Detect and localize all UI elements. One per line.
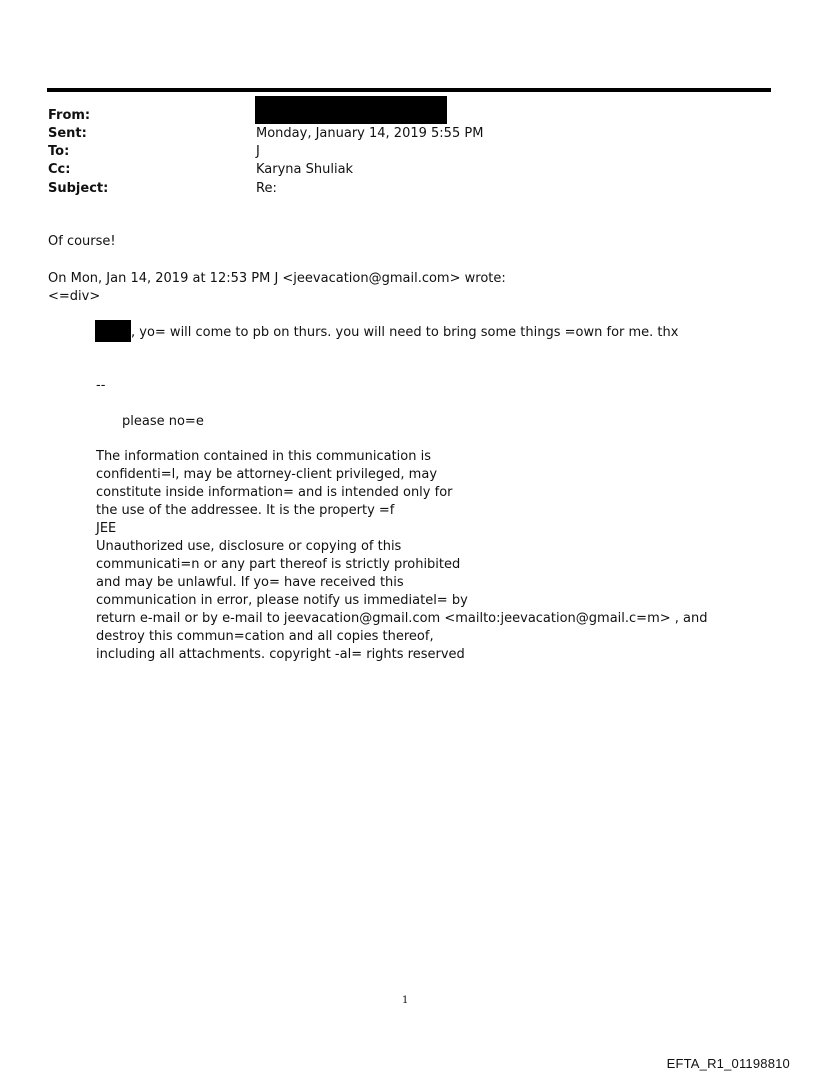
signature-note: please no=e	[122, 414, 204, 429]
recipient-redaction	[95, 320, 131, 342]
disclaimer	[96, 448, 708, 664]
disclaimer-line: the use of the addressee. It is the property =f	[96, 503, 395, 518]
disclaimer-line: return e-mail or by e-mail to jeevacation@gmail.com <mailto:jeevacation@gmail.c=m> , and	[96, 611, 708, 626]
signature-separator: --	[96, 378, 106, 393]
disclaimer-line: communicati=n or any part thereof is strictly prohibited	[96, 557, 461, 572]
disclaimer-line: JEE	[96, 521, 117, 536]
sent-value: Monday, January 14, 2019 5:55 PM	[256, 126, 484, 141]
disclaimer-line: The information contained in this communication is	[96, 449, 431, 464]
disclaimer-line: communication in error, please notify us immediatel= by	[96, 593, 468, 608]
disclaimer-line: including all attachments. copyright -al= rights reserved	[96, 647, 465, 662]
header-divider	[47, 88, 771, 92]
to-label: To:	[48, 144, 70, 159]
disclaimer-line: Unauthorized use, disclosure or copying of this	[96, 539, 402, 554]
reply-text: Of course!	[48, 234, 116, 249]
subject-label: Subject:	[48, 181, 109, 196]
disclaimer-line: and may be unlawful. If yo= have received this	[96, 575, 404, 590]
disclaimer-line: destroy this commun=cation and all copies thereof,	[96, 629, 434, 644]
disclaimer-line: confidenti=l, may be attorney-client privileged, may	[96, 467, 438, 482]
subject-value: Re:	[256, 181, 277, 196]
disclaimer-line: constitute inside information= and is intended only for	[96, 485, 453, 500]
sent-label: Sent:	[48, 126, 87, 141]
from-redaction	[255, 96, 447, 124]
from-label: From:	[48, 108, 91, 123]
page-number: 1	[402, 995, 409, 1006]
quote-intro: On Mon, Jan 14, 2019 at 12:53 PM J <jeevacation@gmail.com> wrote:	[48, 271, 506, 286]
quoted-message: , yo= will come to pb on thurs. you will need to bring some things =own for me. thx	[131, 325, 679, 340]
to-value: J	[256, 144, 260, 159]
cc-label: Cc:	[48, 162, 71, 177]
document-id: EFTA_R1_01198810	[666, 1056, 790, 1071]
div-tag-text: <=div>	[48, 289, 101, 304]
cc-value: Karyna Shuliak	[256, 162, 354, 177]
